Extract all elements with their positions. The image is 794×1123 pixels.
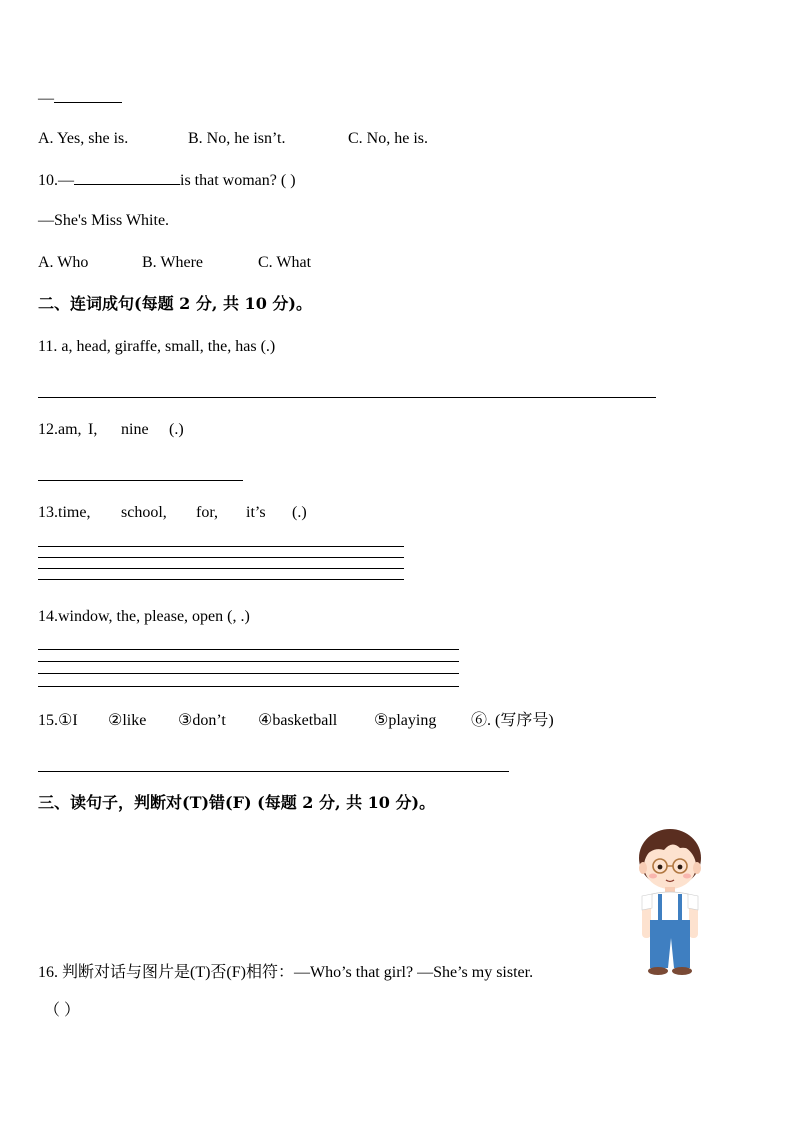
q9-dash: —: [38, 90, 54, 107]
q12-word: 12.am,: [38, 421, 82, 438]
q10-option-c[interactable]: C. What: [258, 254, 312, 271]
section3-title: 三、读句子，判断对(T)错(F) (每题 2 分, 共 10 分)。: [38, 793, 436, 812]
q10-options: [38, 253, 311, 273]
q9-options: [38, 129, 428, 149]
q15-answer-line[interactable]: [38, 771, 509, 772]
q10-blank[interactable]: [74, 170, 180, 185]
q9-answer-blank[interactable]: [54, 88, 122, 103]
q13-word: it’s: [246, 504, 266, 521]
section2-title: 二、连词成句(每题 2 分, 共 10 分)。: [38, 294, 312, 313]
q12-prompt: [38, 420, 184, 440]
q10-question: [38, 170, 296, 191]
q9-option-c[interactable]: C. No, he is.: [348, 130, 428, 147]
q12-word: nine: [121, 421, 149, 438]
q13-prompt: [38, 503, 307, 523]
q11-prompt: 11. a, head, giraffe, small, the, has (.): [38, 338, 276, 355]
q15-word: ⑤playing: [374, 712, 437, 729]
q9-dash-line: [38, 88, 122, 109]
q14-answer-line[interactable]: [38, 673, 459, 674]
q10-prefix: 10.—: [38, 172, 74, 189]
q13-answer-line[interactable]: [38, 568, 404, 569]
q14-answer-line[interactable]: [38, 686, 459, 687]
q12-answer-line[interactable]: [38, 480, 243, 481]
q11-answer-line[interactable]: [38, 397, 656, 398]
q13-word: (.): [292, 504, 307, 521]
q10-option-b[interactable]: B. Where: [142, 254, 204, 271]
q13-answer-line[interactable]: [38, 546, 404, 547]
q10-suffix: is that woman? ( ): [180, 172, 296, 189]
q13-word: 13.time,: [38, 504, 91, 521]
q15-word: ②like: [108, 712, 147, 729]
q15-word: 15.①I: [38, 712, 78, 729]
q13-answer-line[interactable]: [38, 579, 404, 580]
q14-answer-line[interactable]: [38, 661, 459, 662]
q15-prompt: [38, 711, 554, 731]
q10-option-a[interactable]: A. Who: [38, 254, 89, 271]
q9-option-b[interactable]: B. No, he isn’t.: [188, 130, 286, 147]
q14-answer-line[interactable]: [38, 649, 459, 650]
q12-word: I,: [88, 421, 98, 438]
q13-word: school,: [121, 504, 167, 521]
q14-prompt: 14.window, the, please, open (, .): [38, 608, 250, 625]
q9-option-a[interactable]: A. Yes, she is.: [38, 130, 129, 147]
q15-word: ③don’t: [178, 712, 226, 729]
q15-word: ⑥. (写序号): [471, 712, 554, 729]
q16-prompt: 16. 判断对话与图片是(T)否(F)相符：—Who’s that girl? —She’s my sister.: [38, 964, 534, 981]
q15-word: ④basketball: [258, 712, 338, 729]
q13-word: for,: [196, 504, 219, 521]
q12-word: (.): [169, 421, 184, 438]
q13-answer-line[interactable]: [38, 557, 404, 558]
q16-answer-paren[interactable]: （ ）: [44, 1002, 81, 1019]
q10-answer: —She's Miss White.: [38, 212, 170, 229]
boy-illustration: [630, 828, 710, 980]
